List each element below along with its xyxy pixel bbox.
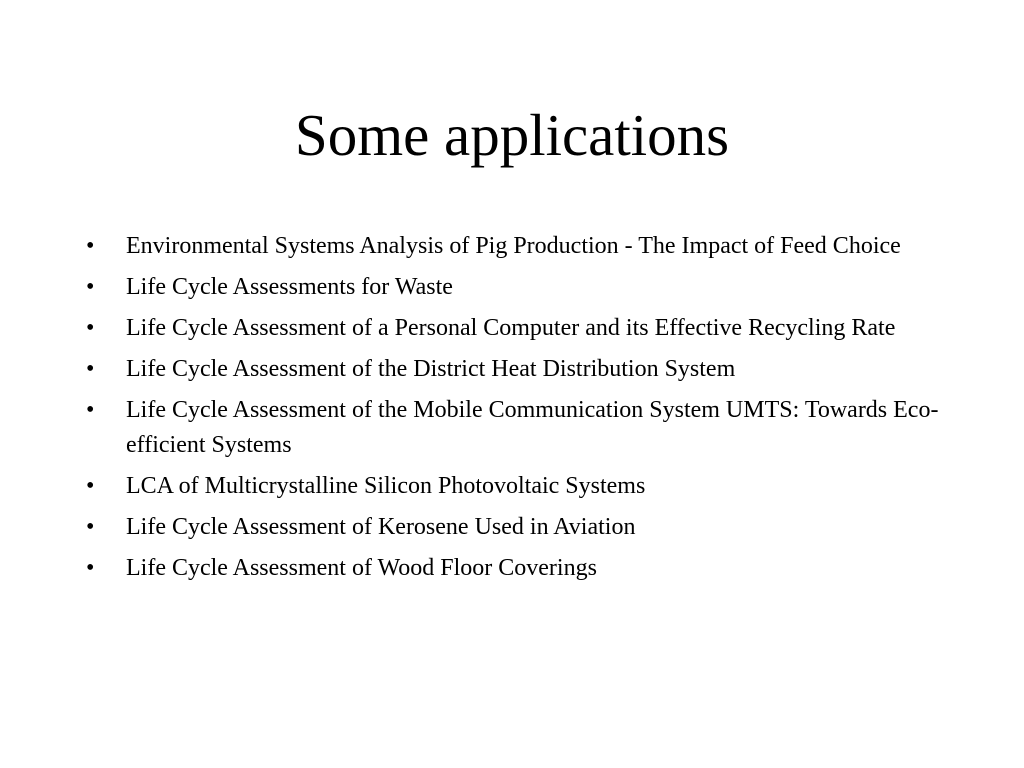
bullet-text: LCA of Multicrystalline Silicon Photovoltaic Systems: [126, 473, 646, 499]
bullet-text: Life Cycle Assessment of Wood Floor Coverings: [126, 555, 597, 581]
bullet-item: [86, 229, 946, 264]
bullet-icon: •: [86, 397, 95, 423]
bullet-text: Life Cycle Assessments for Waste: [126, 274, 453, 300]
bullet-icon: •: [86, 555, 95, 581]
bullet-item: [86, 510, 946, 545]
bullet-text: Life Cycle Assessment of a Personal Computer and its Effective Recycling Rate: [126, 315, 896, 341]
bullet-item: [86, 469, 946, 504]
bullet-text: Life Cycle Assessment of the District Heat Distribution System: [126, 356, 736, 382]
bullet-icon: •: [86, 356, 95, 382]
bullet-item: [86, 551, 946, 586]
bullet-text: Environmental Systems Analysis of Pig Production - The Impact of Feed Choice: [126, 233, 901, 259]
bullet-text: Life Cycle Assessment of Kerosene Used in Aviation: [126, 514, 636, 540]
bullet-item: [86, 311, 946, 346]
bullet-item: [86, 352, 946, 387]
bullet-icon: •: [86, 233, 95, 259]
bullet-icon: •: [86, 473, 95, 499]
bullet-item: [86, 270, 946, 305]
bullet-icon: •: [86, 514, 95, 540]
bullet-icon: •: [86, 274, 95, 300]
slide-title: Some applications: [294, 102, 730, 168]
bullet-text: Life Cycle Assessment of the Mobile Communication System UMTS: Towards Eco-efficient Systems: [126, 397, 939, 458]
bullet-icon: •: [86, 315, 95, 341]
bullet-item: [86, 393, 946, 463]
bullet-list: [86, 229, 946, 592]
